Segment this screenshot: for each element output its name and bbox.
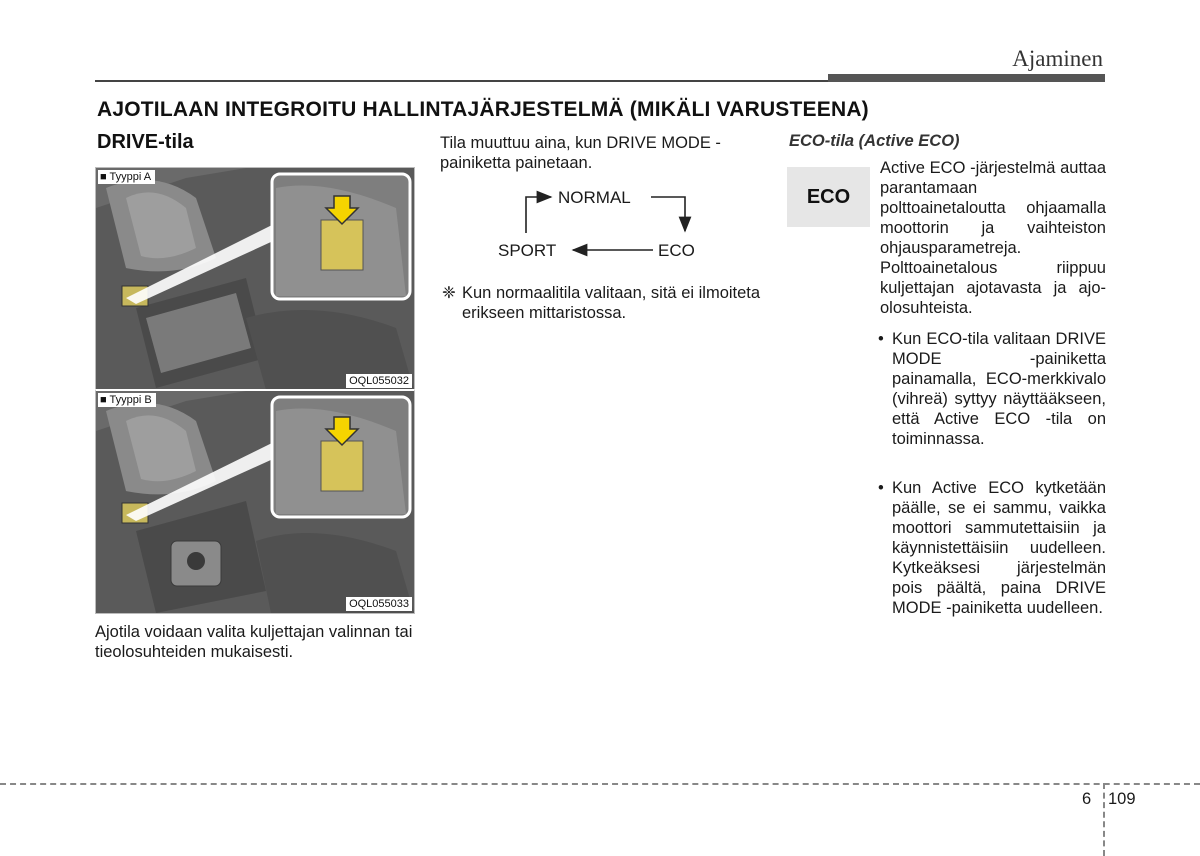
mode-change-text: Tila muuttuu aina, kun DRIVE MODE -painiketta painetaan. bbox=[440, 134, 721, 172]
bullet-text: Kun Active ECO kytketään päälle, se ei sammu, vaikka moottori sammutettaisiin ja käynnistettäisiin uudelleen. Kytkeäksesi järjestelmän pois päältä, paina DRIVE MODE -painiketta uudelleen. bbox=[892, 479, 1106, 617]
chapter-title: Ajaminen bbox=[1012, 46, 1103, 71]
bullet-icon: • bbox=[878, 479, 884, 497]
subsection-heading: DRIVE-tila bbox=[97, 131, 194, 153]
mode-sport-label: SPORT bbox=[498, 241, 557, 260]
arrow-normal-to-eco bbox=[651, 197, 685, 231]
console-illustration-a bbox=[96, 168, 414, 390]
figure-caption: Ajotila voidaan valita kuljettajan valinnan tai tieolosuhteiden mukaisesti. bbox=[95, 623, 413, 661]
footer-divider-vertical bbox=[1103, 783, 1105, 856]
figure-label: ■ Tyyppi B bbox=[98, 393, 156, 407]
eco-indicator-icon: ECO bbox=[787, 167, 870, 227]
list-item bbox=[878, 478, 1106, 618]
mode-normal-label: NORMAL bbox=[558, 188, 631, 207]
figure-type-a bbox=[95, 167, 415, 391]
list-item bbox=[878, 329, 1106, 449]
note-icon: ❈ bbox=[442, 284, 456, 302]
bullet-text: Kun ECO-tila valitaan DRIVE MODE -painiketta painamalla, ECO-merkkivalo (vihreä) syttyy näyttääkseen, että Active ECO -tila on toiminnassa. bbox=[892, 330, 1106, 448]
eco-mode-heading: ECO-tila (Active ECO) bbox=[789, 132, 960, 150]
page-number: 109 bbox=[1108, 790, 1136, 808]
figure-code: OQL055033 bbox=[346, 597, 412, 611]
mode-eco-label: ECO bbox=[658, 241, 695, 260]
bullet-icon: • bbox=[878, 330, 884, 348]
console-illustration-b bbox=[96, 391, 414, 613]
header-rule bbox=[95, 80, 828, 82]
header-rule-accent bbox=[828, 74, 1105, 82]
figure-code: OQL055032 bbox=[346, 374, 412, 388]
figure-type-b bbox=[95, 389, 415, 614]
mode-cycle-diagram bbox=[493, 183, 723, 267]
section-heading: AJOTILAAN INTEGROITU HALLINTAJÄRJESTELMÄ (MIKÄLI VARUSTEENA) bbox=[97, 98, 869, 121]
chapter-number: 6 bbox=[1082, 790, 1092, 808]
eco-intro-text: Active ECO -järjestelmä auttaa parantamaan polttoainetaloutta ohjaamalla moottorin ja vaihteiston ohjausparametreja. Polttoainetalous riippuu kuljettajan ajotavasta ja ajo-olosuhteista. bbox=[880, 159, 1106, 317]
arrow-sport-to-normal bbox=[526, 197, 551, 233]
figure-label: ■ Tyyppi A bbox=[98, 170, 155, 184]
note-text: Kun normaalitila valitaan, sitä ei ilmoiteta erikseen mittaristossa. bbox=[462, 284, 761, 322]
footer-divider bbox=[0, 783, 1200, 785]
